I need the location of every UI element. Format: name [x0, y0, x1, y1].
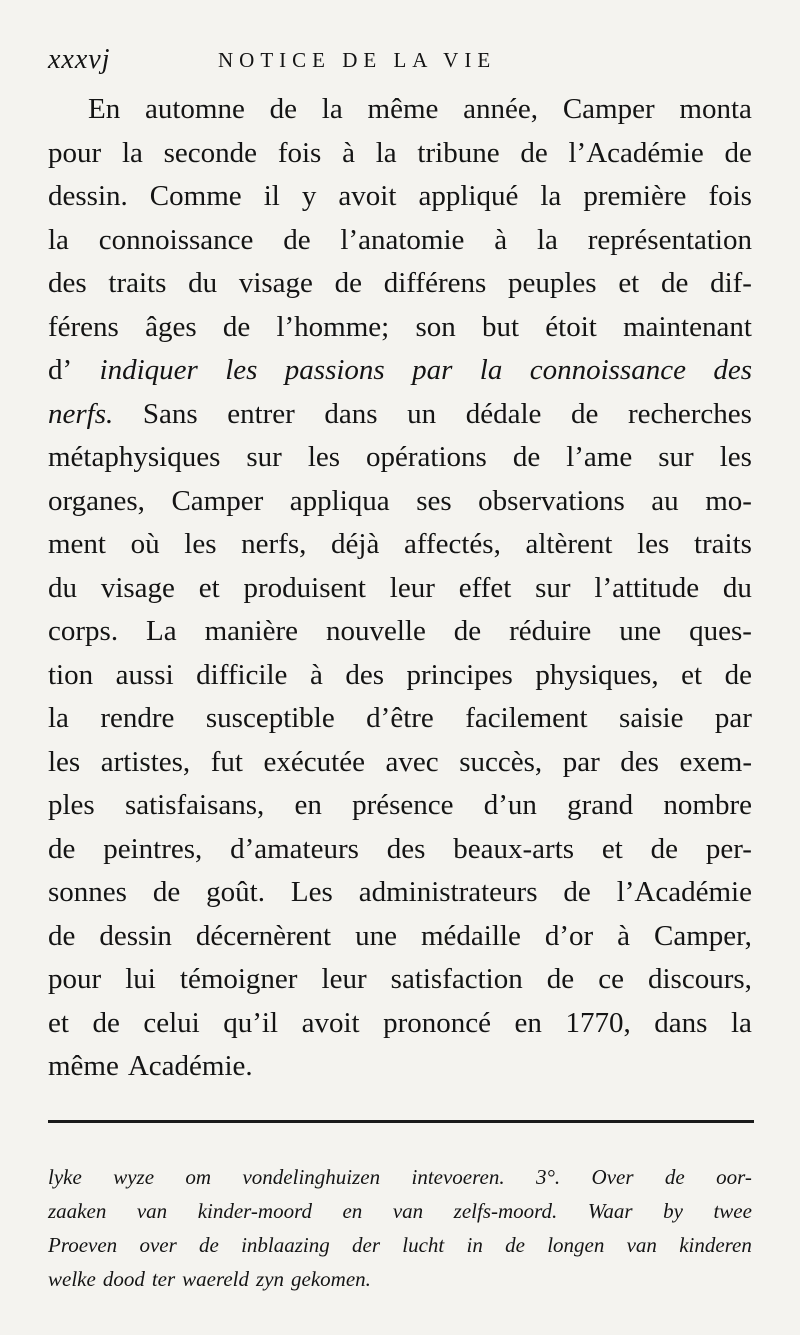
word: de [48, 919, 76, 952]
word: du [48, 571, 77, 604]
word: seconde [163, 136, 258, 169]
word: même [48, 1050, 119, 1082]
word: leur [389, 571, 435, 604]
word: de [512, 441, 541, 473]
word: de [152, 876, 181, 908]
word: prononcé [383, 1006, 492, 1039]
word: la [730, 1006, 752, 1039]
word: année, [463, 93, 539, 125]
word: nerfs, [241, 528, 307, 560]
word: lui [125, 963, 156, 995]
word: altèrent [525, 528, 613, 560]
word: Comme [149, 180, 242, 212]
word: représentation [587, 223, 752, 256]
word: ce [598, 963, 624, 995]
word: traits [693, 528, 752, 560]
word: sur [658, 441, 694, 473]
word: organes, [48, 484, 145, 517]
text-line [48, 480, 752, 524]
word: automne [145, 93, 245, 125]
text-line [48, 175, 752, 219]
word: par [714, 702, 752, 734]
word: zyn [256, 1267, 285, 1291]
word: ses [416, 484, 452, 517]
footnote-rule [48, 1120, 754, 1123]
word: les [307, 441, 341, 473]
word: zaaken [48, 1199, 107, 1223]
word: nerfs. [48, 397, 114, 430]
word: celui [143, 1006, 200, 1039]
word: les [719, 441, 752, 473]
word: dood [102, 1267, 145, 1291]
word: de [505, 1233, 525, 1257]
word: d’être [366, 702, 434, 734]
running-head: NOTICE DE LA VIE [218, 48, 497, 72]
word: ples [48, 789, 95, 821]
word: de [570, 397, 599, 430]
word: ter [151, 1267, 176, 1291]
text-line [48, 654, 752, 698]
word: la [48, 223, 69, 256]
word: administrateurs [358, 876, 538, 908]
word: intevoeren. [411, 1165, 505, 1189]
word: Waar [587, 1199, 633, 1223]
footnote-line [48, 1262, 752, 1296]
word: la [536, 223, 558, 256]
word: Camper, [654, 919, 752, 952]
word: mo- [705, 484, 752, 517]
text-line [48, 915, 752, 959]
word: médaille [420, 919, 521, 952]
word: étoit [545, 310, 597, 343]
word: réduire [509, 615, 592, 647]
word: des [620, 745, 659, 778]
word: du [188, 267, 218, 299]
text-line [48, 1002, 752, 1046]
word: visage [238, 267, 313, 299]
word: sur [535, 571, 571, 604]
word: en [514, 1006, 542, 1039]
word: visage [100, 571, 175, 604]
word: de [222, 310, 251, 343]
word: âges [145, 310, 197, 343]
word: de [563, 876, 591, 908]
word: recherches [627, 397, 752, 430]
word: passions [284, 354, 385, 386]
word: tribune [417, 136, 500, 169]
word: connoissance [98, 223, 254, 256]
text-line [48, 219, 752, 263]
word: différens [383, 267, 487, 299]
word: Over [591, 1165, 634, 1189]
word: dessin [99, 919, 172, 952]
word: effet [458, 571, 512, 604]
word: de [334, 267, 363, 299]
word: peintres, [103, 832, 203, 865]
text-line [48, 132, 752, 176]
word: produisent [243, 571, 366, 604]
word: twee [713, 1199, 752, 1223]
word: tion [48, 658, 94, 691]
word: des [713, 354, 752, 386]
word: d’amateurs [230, 832, 359, 865]
text-line [48, 393, 752, 437]
word: om [185, 1165, 212, 1189]
word: wyze [113, 1165, 155, 1189]
word: oor- [716, 1165, 752, 1189]
page-header [48, 44, 748, 76]
word: et [48, 1006, 69, 1039]
word: beaux-arts [453, 832, 575, 865]
word: du [722, 571, 752, 604]
text-line [48, 828, 752, 872]
word: 1770, [565, 1006, 631, 1039]
main-text [48, 88, 752, 1089]
word: traits [108, 267, 167, 299]
word: in [466, 1233, 483, 1257]
word: kinderen [679, 1233, 752, 1257]
word: satisfaisans, [124, 789, 265, 821]
word: l’Académie [616, 876, 752, 908]
word: l’Académie [568, 136, 704, 169]
footnote [48, 1160, 752, 1296]
word: des [345, 658, 384, 691]
word: qu’il [223, 1006, 279, 1039]
word: welke [48, 1267, 96, 1291]
word: de [664, 1165, 685, 1189]
word: et [198, 571, 220, 604]
word: à [617, 919, 631, 952]
word: à [309, 658, 323, 691]
text-line [48, 958, 752, 1002]
word: grand [567, 789, 634, 821]
word: sonnes [48, 876, 127, 908]
word: d’un [483, 789, 537, 821]
word: et [601, 832, 623, 865]
word: présence [352, 789, 454, 821]
word: discours, [648, 963, 752, 995]
word: à [342, 136, 355, 169]
word: kinder-moord [197, 1199, 312, 1223]
word: l’homme; [276, 310, 390, 343]
word: une [355, 919, 397, 952]
word: monta [679, 93, 752, 125]
word: Camper [171, 484, 264, 517]
word: férens [48, 310, 119, 343]
word: but [481, 310, 520, 343]
word: dédale [465, 397, 542, 430]
page-number: xxxvj [48, 44, 111, 75]
word: pour [48, 136, 102, 169]
word: dessin. [48, 180, 128, 212]
word: l’anatomie [340, 223, 465, 256]
word: Proeven [48, 1233, 118, 1257]
text-line [48, 523, 752, 567]
word: van [136, 1199, 168, 1223]
word: de [546, 963, 575, 995]
word: leur [321, 963, 367, 995]
word: de [660, 267, 689, 299]
word: d’or [544, 919, 594, 952]
word: exem- [679, 745, 752, 778]
word: une [619, 615, 662, 647]
word: 3°. [536, 1165, 561, 1189]
word: inblaazing [241, 1233, 330, 1257]
word: de [453, 615, 482, 647]
word: Sans [142, 397, 198, 430]
word: avoit [301, 1006, 360, 1039]
word: déjà [331, 528, 380, 560]
word: la [375, 136, 397, 169]
word: les [48, 745, 81, 778]
word: over [139, 1233, 177, 1257]
word: dans [324, 397, 378, 430]
word: dif- [710, 267, 752, 299]
word: Académie. [127, 1050, 253, 1082]
word: témoigner [179, 963, 298, 995]
word: dans [654, 1006, 708, 1039]
word: zelfs-moord. [453, 1199, 558, 1223]
word: La [146, 615, 177, 647]
word: l’attitude [594, 571, 700, 604]
word: de [199, 1233, 219, 1257]
text-line [48, 567, 752, 611]
word: les [225, 354, 258, 386]
word: la [121, 136, 143, 169]
word: peuples [508, 267, 597, 299]
word: avoit [338, 180, 397, 212]
word: indiquer [99, 354, 198, 386]
word: physiques, [535, 658, 659, 691]
word: van [392, 1199, 424, 1223]
word: de [283, 223, 311, 256]
word: maintenant [623, 310, 752, 343]
word: et [618, 267, 640, 299]
word: de [724, 136, 752, 169]
text-line [48, 697, 752, 741]
word: au [651, 484, 679, 517]
word: ment [48, 528, 106, 560]
word: opérations [366, 441, 487, 473]
footnote-line [48, 1228, 752, 1262]
word: appliqua [289, 484, 390, 517]
word: la [479, 354, 503, 386]
footnote-line [48, 1160, 752, 1194]
text-line [48, 88, 752, 132]
word: à [494, 223, 508, 256]
word: gekomen. [291, 1267, 371, 1291]
word: par [562, 745, 600, 778]
word: lyke [48, 1165, 82, 1189]
word: der [352, 1233, 381, 1257]
word: fut [210, 745, 243, 778]
text-line [48, 741, 752, 785]
word: by [663, 1199, 683, 1223]
word: avec [385, 745, 439, 778]
text-line [48, 871, 752, 915]
word: goût. [206, 876, 265, 908]
word: de [269, 93, 298, 125]
word: En [88, 93, 121, 125]
word: van [626, 1233, 657, 1257]
word: susceptible [205, 702, 335, 734]
word: les [637, 528, 670, 560]
word: observations [478, 484, 625, 517]
word: en [342, 1199, 363, 1223]
word: il [263, 180, 280, 212]
word: et [681, 658, 703, 691]
word: saisie [619, 702, 684, 734]
word: ques- [689, 615, 752, 647]
text-line [48, 349, 752, 393]
word: l’ame [566, 441, 633, 473]
word: vondelinghuizen [242, 1165, 381, 1189]
word: facilement [465, 702, 588, 734]
word: première [583, 180, 687, 212]
word: satisfaction [390, 963, 523, 995]
word: exécutée [263, 745, 365, 778]
text-line [48, 436, 752, 480]
word: un [407, 397, 437, 430]
word: les [184, 528, 217, 560]
word: artistes, [100, 745, 191, 778]
word: rendre [100, 702, 175, 734]
word: y [301, 180, 317, 212]
word: décernèrent [195, 919, 332, 952]
word: fois [277, 136, 322, 169]
text-line [48, 784, 752, 828]
word: la [321, 93, 343, 125]
word: connoissance [529, 354, 686, 386]
word: lucht [402, 1233, 445, 1257]
word: même [367, 93, 439, 125]
word: affectés, [403, 528, 501, 560]
word: sur [246, 441, 282, 473]
word: où [130, 528, 160, 560]
word: difficile [196, 658, 288, 691]
word: aussi [115, 658, 174, 691]
word: waereld [182, 1267, 250, 1291]
word: métaphysiques [48, 441, 221, 473]
text-line [48, 262, 752, 306]
word: des [48, 267, 87, 299]
word: en [294, 789, 322, 821]
word: Camper [562, 93, 655, 125]
word: des [386, 832, 426, 865]
text-line [48, 306, 752, 350]
word: corps. [48, 615, 119, 647]
word: principes [406, 658, 513, 691]
word: Les [290, 876, 333, 908]
word: de [724, 658, 752, 691]
word: nouvelle [325, 615, 426, 647]
word: fois [708, 180, 752, 212]
word: la [48, 702, 69, 734]
word: par [412, 354, 453, 386]
word: entrer [227, 397, 295, 430]
word: succès, [459, 745, 543, 778]
word: d’ [48, 354, 73, 386]
word: de [48, 832, 76, 865]
word: pour [48, 963, 102, 995]
text-line [48, 610, 752, 654]
word: nombre [663, 789, 752, 821]
word: appliqué [418, 180, 519, 212]
text-line [48, 1045, 752, 1089]
word: de [92, 1006, 120, 1039]
word: per- [705, 832, 752, 865]
word: manière [204, 615, 298, 647]
word: de [520, 136, 548, 169]
word: de [650, 832, 679, 865]
word: la [540, 180, 562, 212]
word: son [415, 310, 456, 343]
footnote-line [48, 1194, 752, 1228]
word: longen [547, 1233, 605, 1257]
